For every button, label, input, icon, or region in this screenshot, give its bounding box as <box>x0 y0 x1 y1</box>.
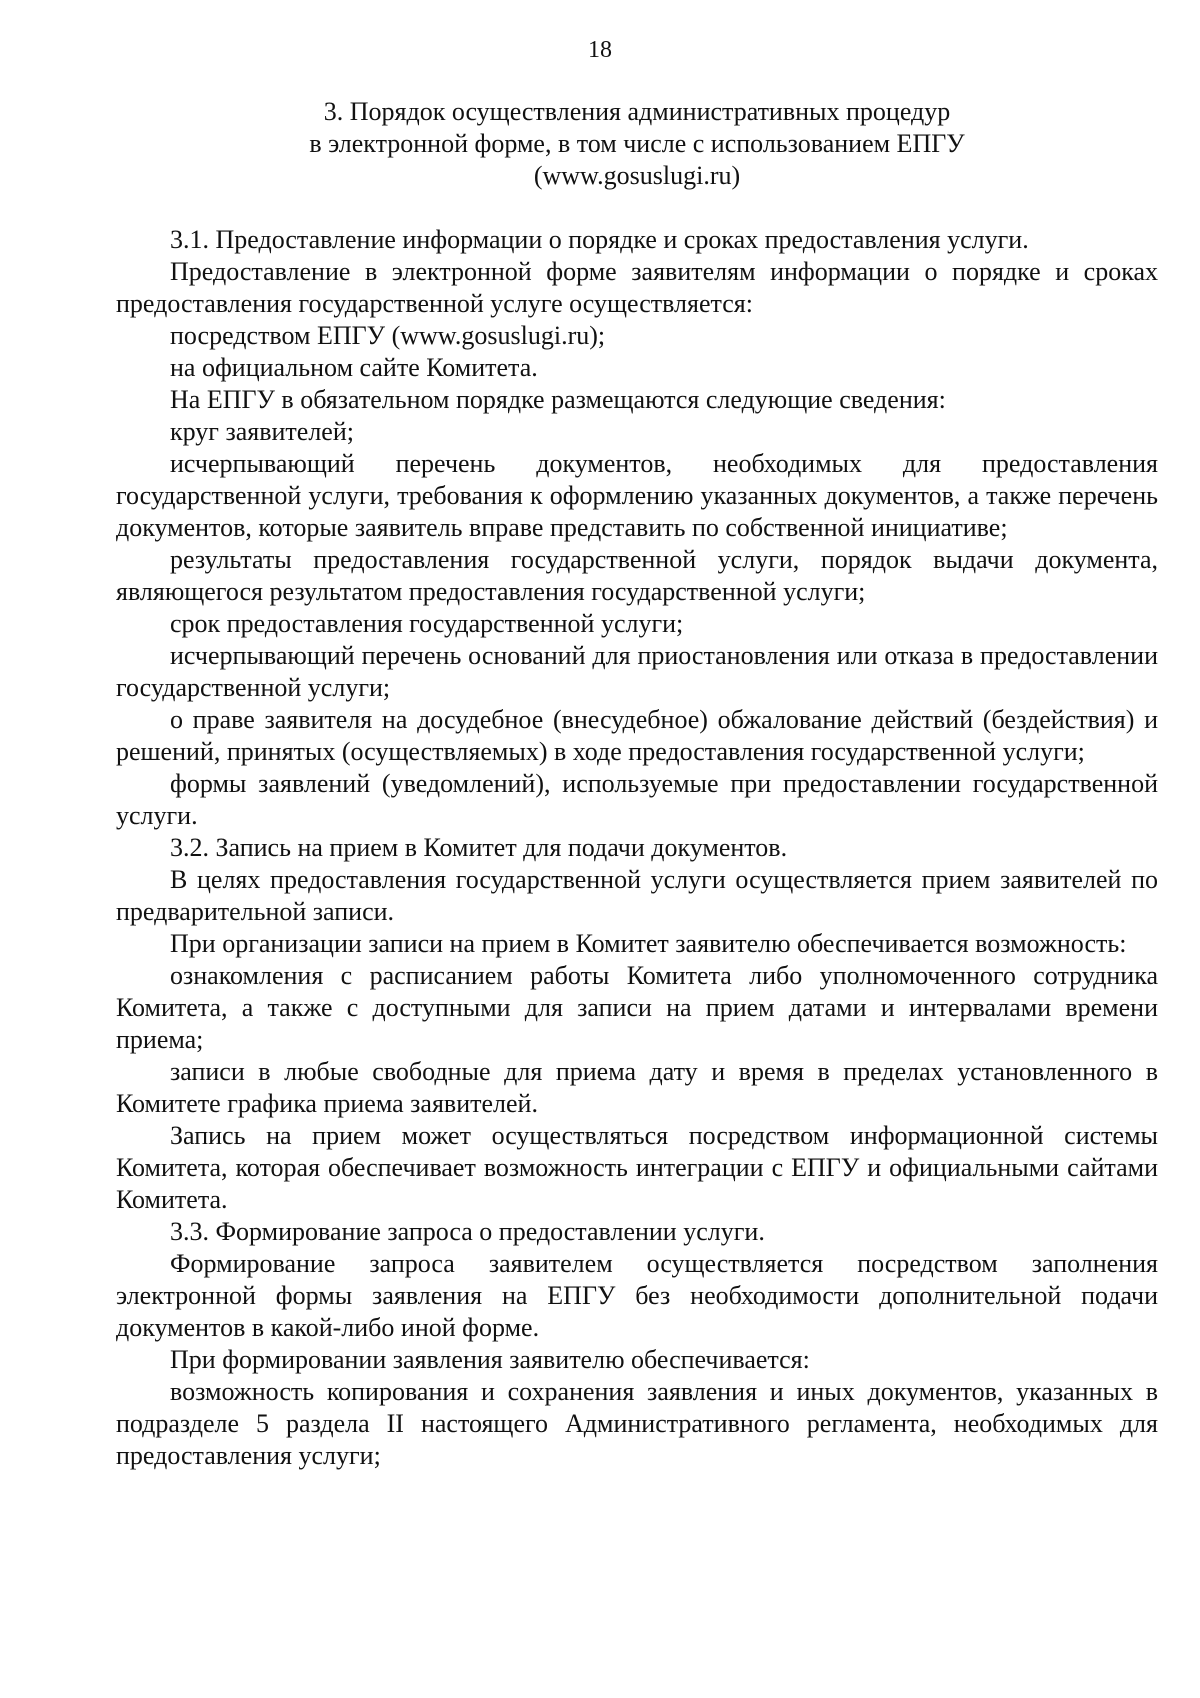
paragraph: записи в любые свободные для приема дату и время в пределах установленного в Комитете графика приема заявителей. <box>116 1057 1158 1118</box>
page-number: 18 <box>588 37 612 63</box>
paragraph: В целях предоставления государственной услуги осуществляется прием заявителей по предварительной записи. <box>116 865 1158 926</box>
paragraph: посредством ЕПГУ (www.gosuslugi.ru); <box>170 321 606 350</box>
paragraph: возможность копирования и сохранения заявления и иных документов, указанных в подразделе 5 раздела II настоящего Административного регламента, необходимых для предоставления услуги; <box>116 1377 1158 1470</box>
paragraph: При формировании заявления заявителю обеспечивается: <box>170 1345 810 1374</box>
section-title-line: (www.gosuslugi.ru) <box>533 161 741 190</box>
section-title-line: в электронной форме, в том числе с использованием ЕПГУ <box>309 129 965 158</box>
paragraph: круг заявителей; <box>170 417 354 446</box>
paragraph: о праве заявителя на досудебное (внесудебное) обжалование действий (бездействия) и решений, принятых (осуществляемых) в ходе предоставления государственной услуги; <box>116 705 1158 766</box>
paragraph: При организации записи на прием в Комитет заявителю обеспечивается возможность: <box>170 929 1127 958</box>
paragraph: На ЕПГУ в обязательном порядке размещаются следующие сведения: <box>170 385 946 414</box>
paragraph: 3.1. Предоставление информации о порядке и сроках предоставления услуги. <box>170 225 1029 254</box>
paragraph: Запись на прием может осуществляться посредством информационной системы Комитета, которая обеспечивает возможность интеграции с ЕПГУ и официальными сайтами Комитета. <box>116 1121 1158 1214</box>
paragraph: 3.2. Запись на прием в Комитет для подачи документов. <box>170 833 788 862</box>
paragraph: ознакомления с расписанием работы Комитета либо уполномоченного сотрудника Комитета, а также с доступными для записи на прием датами и интервалами времени приема; <box>116 961 1158 1054</box>
paragraph: Формирование запроса заявителем осуществляется посредством заполнения электронной формы заявления на ЕПГУ без необходимости дополнительной подачи документов в какой-либо иной форме. <box>116 1249 1158 1342</box>
paragraph: формы заявлений (уведомлений), используемые при предоставлении государственной услуги. <box>116 769 1158 830</box>
paragraph: на официальном сайте Комитета. <box>170 353 538 382</box>
paragraph: исчерпывающий перечень документов, необходимых для предоставления государственной услуги, требования к оформлению указанных документов, а также перечень документов, которые заявитель вправе представить по собственной инициативе; <box>116 449 1158 542</box>
paragraph: исчерпывающий перечень оснований для приостановления или отказа в предоставлении государственной услуги; <box>116 641 1158 702</box>
paragraph: Предоставление в электронной форме заявителям информации о порядке и сроках предоставления государственной услуге осуществляется: <box>116 257 1158 318</box>
section-title-line: 3. Порядок осуществления административных процедур <box>323 97 951 126</box>
paragraph: результаты предоставления государственной услуги, порядок выдачи документа, являющегося результатом предоставления государственной услуги; <box>116 545 1158 606</box>
paragraph: 3.3. Формирование запроса о предоставлении услуги. <box>170 1217 765 1246</box>
paragraph: срок предоставления государственной услуги; <box>170 609 684 638</box>
section-title <box>116 96 1158 192</box>
body-text <box>116 224 1158 1472</box>
